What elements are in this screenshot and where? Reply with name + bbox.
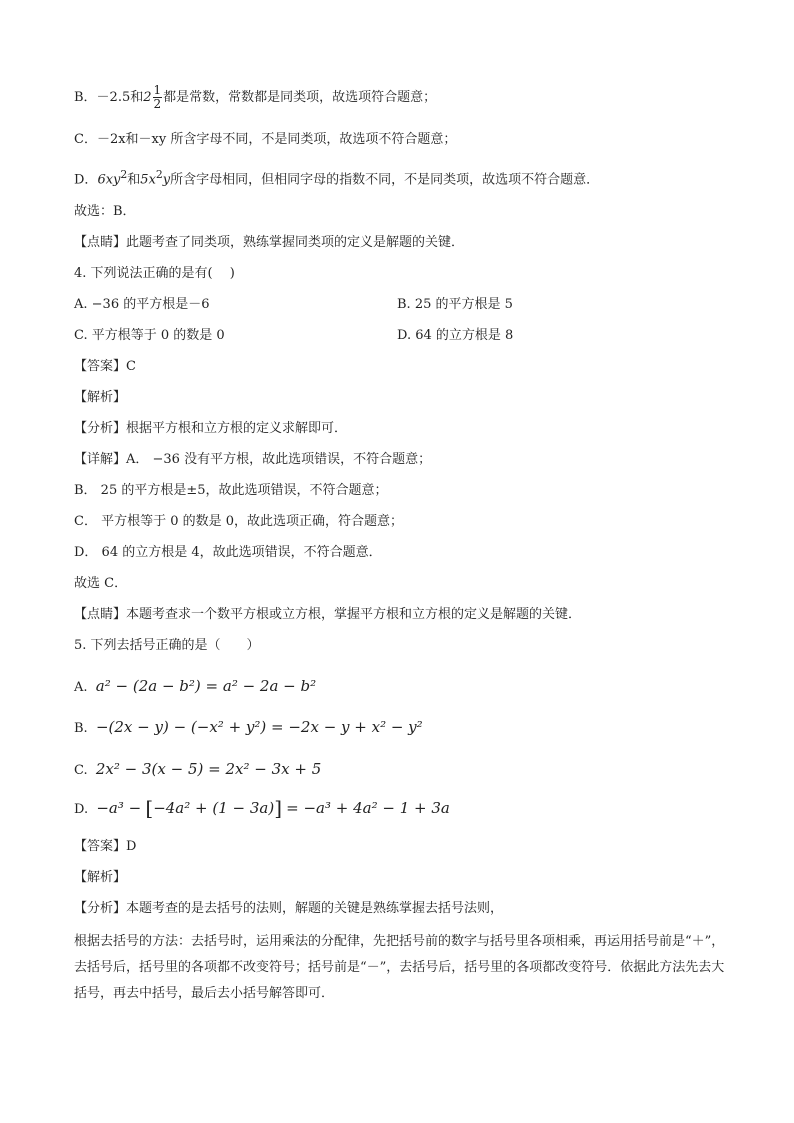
option-b-prefix: B．－2.5和 (74, 90, 144, 105)
q5-option-d (74, 796, 450, 820)
question-4: 4. 下列说法正确的是有( ) (74, 266, 235, 281)
math-term-1: 6xy (97, 172, 121, 188)
analysis-q5: 【解析】 (74, 870, 127, 885)
option-d-mid: 和 (127, 172, 141, 188)
fraction (153, 84, 163, 111)
detail-q4-c: C． 平方根等于 0 的数是 0，故此选项正确，符合题意； (74, 514, 404, 529)
math-term-2b: y (162, 172, 171, 188)
mixed-number-whole: 2 (143, 90, 152, 105)
exponent-1: 2 (120, 168, 128, 181)
q5-option-d-expr-pre: −a³ − (96, 799, 142, 817)
q4-option-a: A. −36 的平方根是－6 (74, 297, 210, 312)
choose-b: 故选：B． (74, 204, 136, 219)
exponent-2: 2 (155, 168, 163, 181)
q4-option-b: B. 25 的平方根是 5 (397, 297, 513, 312)
question-5: 5. 下列去括号正确的是（ ） (74, 638, 260, 653)
option-c-explanation: C．－2x和－xy 所含字母不同，不是同类项，故选项不符合题意； (74, 132, 457, 147)
math-term-2: 5x (140, 172, 156, 188)
paragraph-q5-method: 根据去括号的方法：去括号时，运用乘法的分配律，先把括号前的数字与括号里各项相乘，再运用括号前是“＋”，去括号后，括号里的各项都不改变符号；括号前是“－”，去括号后，括号里的各项都改变符号．依据此方法先去大括号，再去中括号，最后去小括号解答即可． (74, 934, 725, 1001)
fraction-denominator: 2 (153, 97, 162, 111)
detail-q4-d: D． 64 的立方根是 4，故此选项错误，不符合题意． (74, 545, 382, 560)
q5-option-d-expr-inner: −4a² + (1 − 3a) (153, 799, 275, 817)
fenxi-q4: 【分析】根据平方根和立方根的定义求解即可． (74, 421, 348, 436)
detail-q4-b: B． 25 的平方根是±5，故此选项错误，不符合题意； (74, 483, 388, 498)
q5-option-b (74, 718, 423, 738)
comment-q4: 【点睛】本题考查求一个数平方根或立方根，掌握平方根和立方根的定义是解题的关键． (74, 607, 582, 622)
option-d-suffix: 所含字母相同，但相同字母的指数不同，不是同类项，故选项不符合题意． (170, 172, 600, 188)
q5-option-d-label: D. (74, 802, 89, 817)
q5-option-a-expr: a² − (2a − b²) = a² − 2a − b² (95, 677, 317, 695)
fraction-numerator: 1 (153, 83, 162, 97)
q4-option-d: D. 64 的立方根是 8 (397, 328, 514, 343)
q5-option-b-label: B. (74, 721, 88, 736)
q5-option-b-expr: −(2x − y) − (−x² + y²) = −2x − y + x² − y² (95, 718, 423, 736)
answer-q4: 【答案】C (74, 359, 136, 374)
option-d-prefix: D． (74, 172, 98, 188)
q5-option-a (74, 677, 316, 697)
right-bracket: ] (274, 796, 283, 820)
comment-q3: 【点睛】此题考查了同类项，熟练掌握同类项的定义是解题的关键． (74, 235, 465, 250)
option-b-suffix: 都是常数，常数都是同类项，故选项符合题意； (163, 90, 437, 105)
fenxi-q5: 【分析】本题考查的是去括号的法则，解题的关键是熟练掌握去括号法则， (74, 901, 504, 916)
analysis-q4: 【解析】 (74, 390, 127, 405)
answer-q5: 【答案】D (74, 839, 137, 854)
q5-option-a-label: A. (74, 680, 88, 695)
option-d-explanation (74, 166, 599, 189)
q5-option-c-label: C. (74, 763, 88, 778)
option-b-explanation (74, 84, 436, 111)
left-bracket: [ (145, 796, 154, 820)
q4-option-c: C. 平方根等于 0 的数是 0 (74, 328, 225, 343)
q5-option-c-expr: 2x² − 3(x − 5) = 2x² − 3x + 5 (95, 760, 322, 778)
q5-option-d-expr-post: = −a³ + 4a² − 1 + 3a (286, 799, 450, 817)
choose-c: 故选 C． (74, 576, 128, 591)
q5-option-c (74, 760, 321, 780)
detail-q4-a: 【详解】A． −36 没有平方根，故此选项错误，不符合题意； (74, 452, 432, 467)
